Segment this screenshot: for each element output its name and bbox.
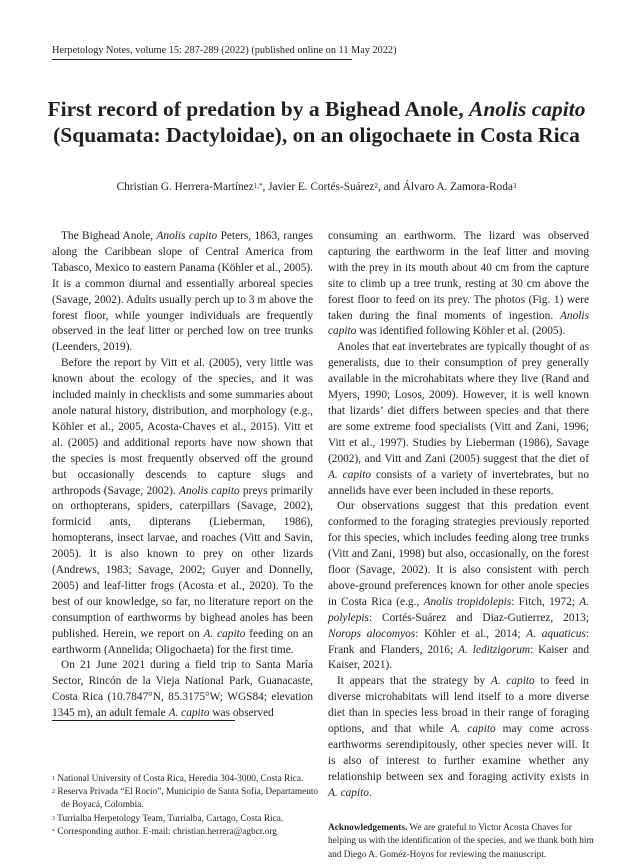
footnote — [52, 813, 322, 826]
species-name: Anolis tropidolepis — [423, 595, 512, 608]
species-name: A. capito — [168, 707, 210, 720]
acknowledgements-heading: Acknowledgements. — [328, 823, 408, 833]
author-separator: , — [262, 181, 269, 193]
footnote-mark: * — [52, 828, 55, 835]
author-affiliation-mark: 1,* — [253, 182, 263, 190]
text-run: Our observations suggest that this predation event conformed to the foraging strategies previously reported for this species, which includes feeding along tree trunks (Vitt and Zani, 1998) but also, occasionally, on the forest floor (Savage, 2002). It is also consistent with perch above-ground preferences known for other anole species in Costa Rica (e.g., — [328, 500, 589, 608]
footnote-divider — [52, 720, 235, 721]
paragraph — [328, 229, 589, 340]
author-separator: , and — [377, 181, 403, 193]
footnote-text: Reserva Privada “El Rocío”, Municipio de Santa Sofía, Departamento de Boyacá, Colombia. — [57, 787, 319, 811]
author-affiliation-mark: 2 — [374, 182, 378, 190]
text-run: : Köhler et al., 2014; — [415, 627, 527, 640]
text-run: was observed — [209, 707, 274, 720]
paragraph — [328, 340, 589, 499]
text-run: On 21 June 2021 during a field trip to Santa María Sector, Rincón de la Vieja National Park, Guanacaste, Costa Rica (10.7847°N, 85.3175°W; WGS84; elevation 1345 m), an adult female — [52, 659, 313, 720]
text-run: It appears that the strategy by — [337, 675, 491, 688]
running-head: Herpetology Notes, volume 15: 287-289 (2022) (published online on 11 May 2022) — [52, 44, 352, 60]
species-name: Anolis capito — [179, 484, 240, 497]
author-name: Christian G. Herrera-Martínez — [116, 181, 254, 193]
footnotes — [52, 773, 322, 839]
acknowledgements-text: We are grateful to Victor Acosta Chaves for helping us with the identification of the species, and we thank both him and Diego A. Goméz-Hoyos for reviewing the manuscript. — [328, 823, 594, 860]
footnote — [52, 786, 322, 812]
species-name: A. capito — [328, 786, 369, 799]
text-run: Before the report by Vitt et al. (2005), very little was known about the ecology of the species, and it was included mainly in checklists and some summaries about anole natural history, distribution, and morphology (e.g., Köhler et al., 2005, Acosta-Chaves et al., 2015). Vitt et al. (2005) and additional reports have now shown that the species is most frequently observed off the ground but occasionally descends to capture slugs and arthropods (Savage, 2002). — [52, 357, 313, 497]
paragraph — [328, 674, 589, 801]
text-run: consuming an earthworm. The lizard was observed capturing the earthworm in the leaf litter and moving with the prey in its mouth about 40 cm from the capture site to climb up a tree trunk, resting at 30 cm above the forest floor to feed on its prey. The photos (Fig. 1) were taken during the final moments of ingestion. — [328, 230, 589, 322]
text-run: may come across earthworms serendipitously, other species never will. It is also of interest to further examine whether any relationship between sex and foraging activity exists in — [328, 723, 589, 783]
text-run: : Kaiser and Kaiser, 2021). — [328, 643, 590, 672]
footnote-mark: 1 — [52, 776, 55, 782]
footnote — [52, 826, 322, 839]
footnote — [52, 773, 322, 786]
acknowledgements — [328, 822, 598, 862]
footnote-mark: 3 — [52, 815, 55, 822]
text-run: : Cortés-Suárez and Diaz-Gutierrez, 2013; — [368, 611, 589, 624]
text-run: consists of a variety of invertebrates, but no annelids have ever been included in these reports. — [328, 468, 589, 497]
species-name: A. capito — [450, 723, 496, 736]
text-run: to feed in diverse microhabitats will lend itself to a more diverse diet than in species less broad in their range of foraging options, and that while — [328, 675, 589, 736]
article-title — [40, 96, 593, 148]
text-run: feeding on an earthworm (Annelida; Oligochaeta) for the first time. — [52, 627, 313, 656]
species-name: Anolis capito — [156, 230, 218, 242]
text-run: : Frank and Flanders, 2016; — [328, 627, 590, 656]
footnote-text: Turrialba Herpetology Team, Turrialba, Cartago, Costa Rica. — [57, 813, 284, 824]
text-run: . — [368, 786, 372, 799]
species-name: A. capito — [490, 675, 535, 688]
author-name: Álvaro A. Zamora-Roda — [402, 181, 513, 193]
text-run: preys primarily on orthopterans, spiders, caterpillars (Savage, 2002), formicid ants, dipterans (Lieberman, 1986), homopterans, insect larvae, and roaches (Vitt and Savin, 2005). It is also known to prey on other lizards (Andrews, 1983; Savage, 2002; Guyer and Donnelly, 2005) and leaf-litter frogs (Acosta et al., 2020). To the best of our knowledge, so far, no literature report on the consumption of earthworms by bighead anoles has been published. Herein, we report on — [52, 484, 313, 640]
title-line1-text: First record of predation by a Bighead Anole, — [47, 97, 469, 121]
author-list — [40, 180, 593, 194]
species-name: A. capito — [203, 627, 246, 640]
text-run: Anoles that eat invertebrates are typically thought of as generalists, due to their consumption of prey generally available in the microhabitats where they live (Rand and Myers, 1990; Losos, 2009). However, it is well known that lizards’ diet differs between species and that there are some extreme food specialists (Vitt and Zani, 1996; Vitt et al., 1997). Studies by Lieberman (1986), Savage (2002), and Vitt and Zani (2005) suggest that the diet of — [328, 341, 589, 465]
species-name: Anolis capito — [328, 309, 589, 338]
title-line2-text: (Squamata: Dactyloidae), on an oligochaete in Costa Rica — [53, 123, 580, 147]
text-run: Peters, 1863, ranges along the Caribbean slope of Central America from Tabasco, Mexico to eastern Panama (Köhler et al., 2005). It is a common diurnal and essentially arboreal species (Savage, 2002). Adults usually perch up to 3 m above the forest floor, while younger individuals are frequently observed in the leaf litter or perched low on tree trunks (Leenders, 2019). — [52, 230, 313, 354]
paragraph — [52, 229, 313, 356]
paragraph — [328, 499, 589, 674]
paragraph — [52, 356, 313, 658]
footnote-text: National University of Costa Rica, Heredia 304-3000, Costa Rica. — [57, 774, 304, 784]
species-name: A. aquaticus — [526, 627, 586, 640]
footnote-text: Corresponding author. E-mail: christian.herrera@agbcr.org — [57, 826, 277, 837]
footnote-mark: 2 — [52, 789, 55, 796]
species-name: A. leditzigorum — [458, 643, 531, 656]
body-column-left — [52, 229, 313, 722]
species-name: A. polylepis — [328, 595, 589, 624]
author-name: Javier E. Cortés-Suárez — [268, 181, 375, 193]
body-column-right — [328, 229, 589, 802]
author-affiliation-mark: 3 — [512, 182, 517, 190]
species-name: A. capito — [328, 468, 372, 481]
title-species-name: Anolis capito — [468, 97, 586, 121]
text-run: was identified following Köhler et al. (2005). — [356, 325, 566, 338]
species-name: Norops alocomyos — [328, 627, 416, 640]
paragraph — [52, 658, 313, 722]
text-run: : Fitch, 1972; — [511, 595, 580, 608]
text-run: The Bighead Anole, — [61, 230, 157, 242]
